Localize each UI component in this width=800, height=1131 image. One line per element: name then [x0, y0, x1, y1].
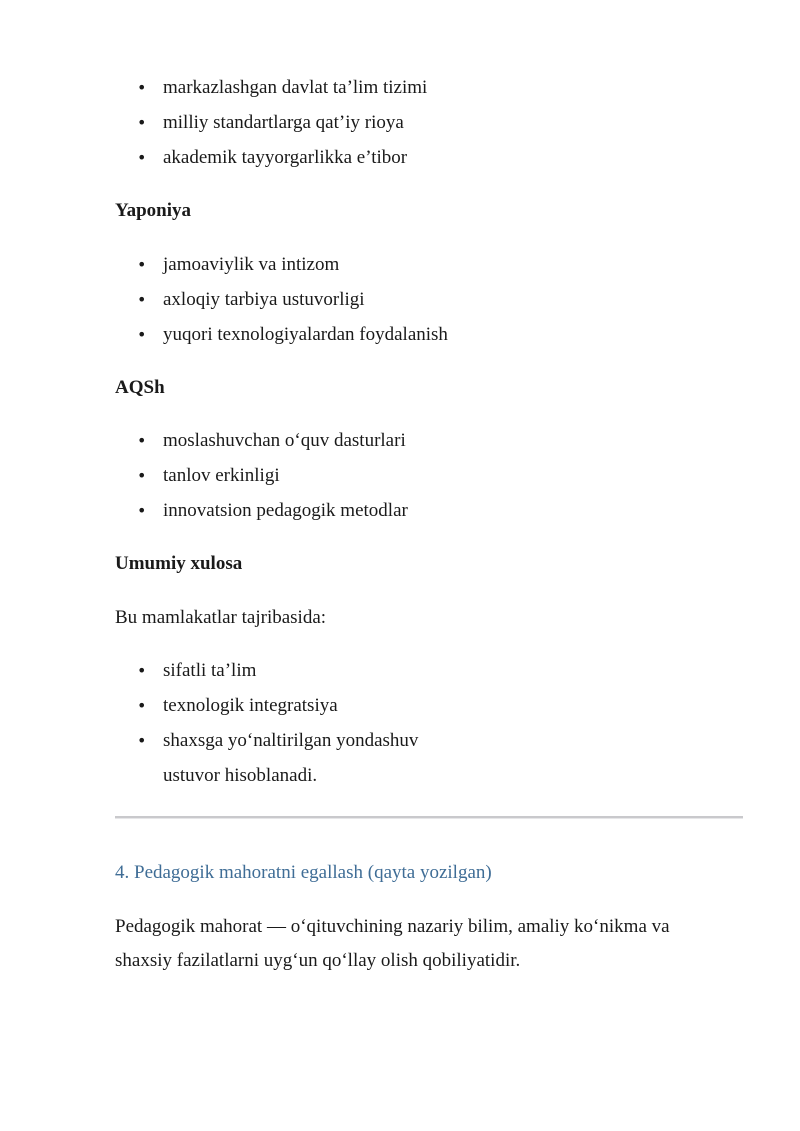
list-item-text: axloqiy tarbiya ustuvorligi	[163, 289, 365, 310]
list-item	[0, 423, 800, 458]
list-item-text: milliy standartlarga qat’iy rioya	[163, 112, 404, 133]
bullet-list-summary	[0, 653, 800, 758]
horizontal-divider	[115, 816, 743, 819]
paragraph-line: Pedagogik mahorat — o‘qituvchining nazariy bilim, amaliy ko‘nikma va	[115, 916, 670, 937]
heading-usa: AQSh	[115, 377, 165, 398]
list-item	[0, 723, 800, 758]
list-item-text: moslashuvchan o‘quv dasturlari	[163, 430, 406, 451]
summary-continuation: ustuvor hisoblanadi.	[163, 765, 318, 786]
bullet-icon: •	[137, 290, 147, 309]
bullet-icon: •	[137, 255, 147, 274]
bullet-icon: •	[137, 466, 147, 485]
list-item	[0, 70, 800, 105]
list-item-text: akademik tayyorgarlikka e’tibor	[163, 147, 408, 168]
list-item-text: sifatli ta’lim	[163, 660, 257, 681]
summary-intro: Bu mamlakatlar tajribasida:	[115, 607, 327, 628]
list-item	[0, 493, 800, 528]
heading-summary: Umumiy xulosa	[115, 553, 243, 574]
bullet-icon: •	[137, 431, 147, 450]
bullet-icon: •	[137, 113, 147, 132]
list-item-text: yuqori texnologiyalardan foydalanish	[163, 324, 448, 345]
bullet-icon: •	[137, 731, 147, 750]
list-item	[0, 458, 800, 493]
bullet-icon: •	[137, 325, 147, 344]
list-item	[0, 282, 800, 317]
list-item-text: innovatsion pedagogik metodlar	[163, 500, 408, 521]
list-item-text: texnologik integratsiya	[163, 695, 338, 716]
bullet-list-first	[0, 70, 800, 175]
bullet-icon: •	[137, 661, 147, 680]
bullet-icon: •	[137, 501, 147, 520]
list-item	[0, 247, 800, 282]
list-item-text: markazlashgan davlat ta’lim tizimi	[163, 77, 428, 98]
list-item	[0, 688, 800, 723]
bullet-icon: •	[137, 696, 147, 715]
list-item	[0, 653, 800, 688]
section-heading: 4. Pedagogik mahoratni egallash (qayta yozilgan)	[115, 862, 492, 883]
bullet-icon: •	[137, 78, 147, 97]
bullet-list-japan	[0, 247, 800, 352]
section-body-paragraph	[115, 910, 735, 978]
list-item-text: tanlov erkinligi	[163, 465, 280, 486]
list-item	[0, 317, 800, 352]
heading-japan: Yaponiya	[115, 200, 192, 221]
list-item-text: shaxsga yo‘naltirilgan yondashuv	[163, 730, 419, 751]
list-item	[0, 140, 800, 175]
bullet-list-usa	[0, 423, 800, 528]
paragraph-line: shaxsiy fazilatlarni uyg‘un qo‘llay olish qobiliyatidir.	[115, 950, 521, 971]
list-item-text: jamoaviylik va intizom	[163, 254, 340, 275]
list-item	[0, 105, 800, 140]
bullet-icon: •	[137, 148, 147, 167]
